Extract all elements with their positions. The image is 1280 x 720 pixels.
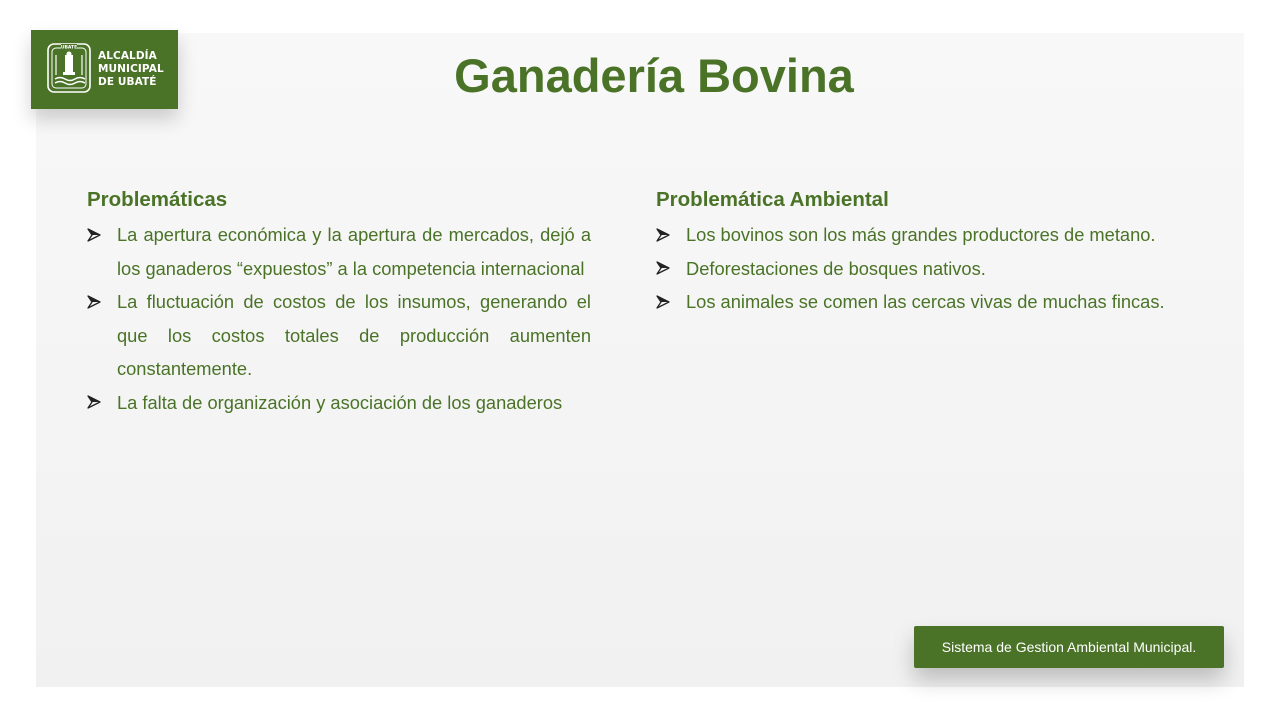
slide-title: Ganadería Bovina	[454, 49, 854, 102]
arrowhead-bullet-icon	[87, 285, 103, 319]
list-item	[87, 386, 591, 420]
arrowhead-bullet-icon	[87, 386, 103, 420]
list-item-text: La falta de organización y asociación de los ganaderos	[117, 391, 563, 413]
arrowhead-bullet-icon	[656, 285, 672, 319]
logo-line-2: MUNICIPAL	[98, 63, 164, 75]
list-item	[656, 218, 1196, 252]
list-item	[87, 218, 591, 285]
left-section-heading: Problemáticas	[87, 188, 228, 211]
list-item-text: Los bovinos son los más grandes productores de metano.	[686, 224, 1156, 245]
right-section	[656, 186, 1196, 319]
list-item	[656, 252, 1196, 286]
right-section-list	[656, 218, 1196, 319]
logo-line-1: ALCALDÍA	[98, 50, 157, 62]
arrowhead-bullet-icon	[87, 218, 103, 252]
seal-label: UBATE	[60, 45, 78, 51]
left-section-list	[87, 218, 591, 419]
arrowhead-bullet-icon	[656, 218, 672, 252]
list-item-text: Deforestaciones de bosques nativos.	[686, 257, 986, 279]
list-item	[656, 285, 1196, 319]
logo-line-3: DE UBATÉ	[98, 76, 157, 88]
list-item	[87, 285, 591, 386]
arrowhead-bullet-icon	[656, 252, 672, 286]
logo-wordmark	[98, 50, 164, 89]
left-section	[87, 186, 591, 419]
right-section-heading: Problemática Ambiental	[656, 188, 889, 211]
list-item-text: La apertura económica y la apertura de mercados, dejó a los ganaderos “expuestos” a la competencia internacional	[117, 224, 591, 279]
footer-system-badge: Sistema de Gestion Ambiental Municipal.	[914, 626, 1224, 668]
list-item-text: Los animales se comen las cercas vivas de muchas fincas.	[686, 291, 1165, 312]
list-item-text: La fluctuación de costos de los insumos, generando el que los costos totales de producción aumenten constantemente.	[117, 291, 591, 379]
municipal-logo	[31, 30, 178, 109]
municipal-seal-icon	[47, 43, 91, 93]
